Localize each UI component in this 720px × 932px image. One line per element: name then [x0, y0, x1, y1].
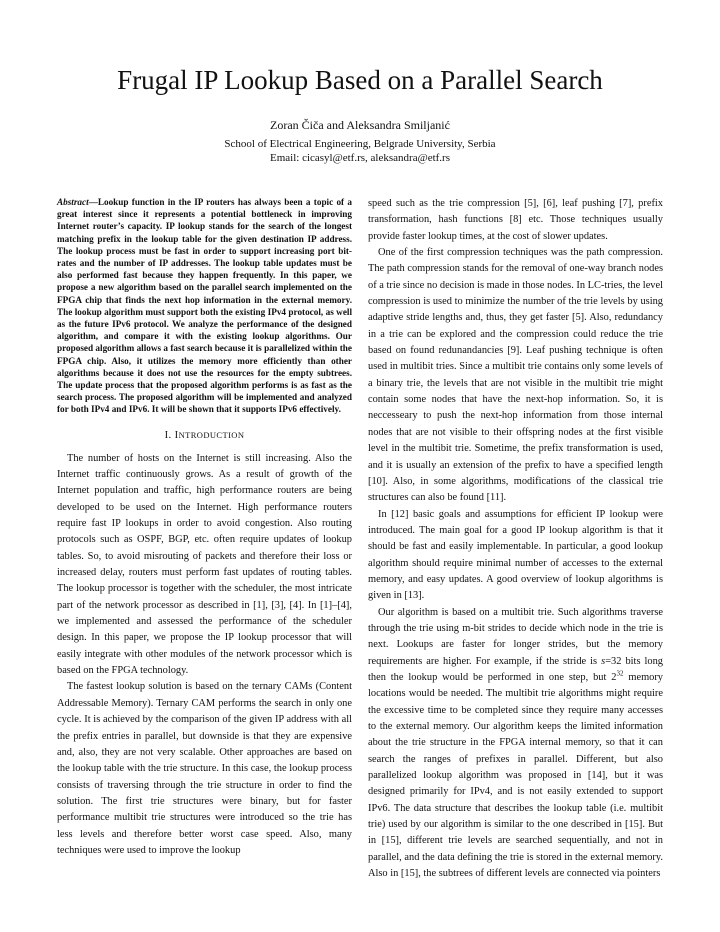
body-paragraph: The number of hosts on the Internet is still increasing. Also the Internet traffic continuously grows. As a result of growth of the Internet population and traffic, high performance routers are being developed to be used on the Internet. High performance routers require fast IP lookups in order to avoid congestion. Also routing protocols such as OSPF, BGP, etc. often require updates of lookup tables. So, to avoid misrouting of packets and therefore their loss or increased delay, routers must perform fast updates of routing tables. The lookup processor is together with the scheduler, the most intricate part of the network processor as described in [1], [3], [4]. In [1]–[4], we implemented and assessed the performance of the scheduler design. In this paper, we propose the IP lookup processor that will easily integrate with other modules of the network processor which is based on the FPGA technology.	[57, 452, 352, 677]
abstract-label: Abstract	[57, 197, 89, 207]
section-number: I.	[164, 429, 172, 441]
body-paragraph: In [12] basic goals and assumptions for efficient IP lookup were introduced. The main goal for a good IP lookup algorithm is that it should be fast and easily implementable. In particular, a good lookup algorithm should require minimal number of accesses to the external memory, and easy updates. A good overview of lookup algorithms is given in [13].	[368, 508, 663, 602]
abstract-dash: —	[88, 197, 98, 207]
paragraph-text: memory locations would be needed. The multibit trie algorithms might require the excessive time to be completed since they require many accesses to the external memory. Our algorithm keeps the limited information about the trie structure in the FPGA internal memory, so that it can search the ranges of prefixes in parallel. Different, but also parallelized lookup algorithm was proposed in [14], but it was designed primarily for IPv4, and is not easily extended to support IPv6. The data structure that describes the lookup table (i.e. multibit trie) used by our algorithm is similar to the one described in [15]. But in [15], different trie levels are searched sequentially, and not in parallel, and the data defining the trie is stored in the external memory. Also in [15], the subtrees of different levels are connected via pointers	[368, 671, 664, 880]
paragraph-text: Our algorithm is based on a multibit trie. Such algorithms traverse through the trie using m-bit strides to decide which node in the trie is next. Lookups are faster for longer strides, but the memory requirements are higher. For example, if the stride is	[368, 606, 663, 667]
paragraph-text: =32 bits long then the lookup would be performed in one step, but 2	[368, 655, 664, 683]
body-paragraph	[368, 605, 663, 883]
section-title-initial: I	[174, 429, 179, 441]
abstract-text: Lookup function in the IP routers has always been a topic of a great interest since it represents a potential bottleneck in improving Internet router’s capacity. IP lookup stands for the search of the longest matching prefix in the lookup table for the given destination IP address. The lookup process must be fast in order to support increasing port bit-rates and the number of IP addresses. The lookup table updates must be also performed fast because they happen frequently. In this paper, we propose a new algorithm based on the parallel search implemented on the FPGA chip that finds the next hop information in the external memory. The lookup algorithm must support both the existing IPv4 protocol, as well as the future IPv6 protocol. We analyze the performance of the designed algorithm, and compare it with the existing lookup algorithms. Our proposed algorithm allows a fast search because it is parallelized within the FPGA chip. Also, it utilizes the memory more efficiently than other algorithms because it does not use the resources for the empty subtrees. The update process that the proposed algorithm performs is as fast as the search process. The proposed algorithm will be implemented and analyzed for both IPv4 and IPv6. It will be shown that it supports IPv6 effectively.	[57, 197, 352, 415]
abstract	[57, 196, 352, 416]
right-column	[368, 196, 663, 882]
exponent: 32	[616, 669, 624, 678]
author-affiliation: School of Electrical Engineering, Belgrade University, Serbia	[224, 138, 496, 150]
stride-variable: s	[601, 655, 606, 667]
author-names: Zoran Čiča and Aleksandra Smiljanić	[270, 118, 450, 132]
author-email: Email: cicasyl@etf.rs, aleksandra@etf.rs	[270, 152, 450, 164]
body-paragraph: The fastest lookup solution is based on the ternary CAMs (Content Addressable Memory). Ternary CAM performs the search in only one cycle. It is achieved by the comparison of the given IP address with all the prefix entries in parallel, but downside is that they are expensive and, also, they are not very scalable. Other approaches are based on the lookup table with the trie structure. In this case, the lookup process consists of traversing through the trie structure in order to find the solution. The first trie structures were binary, but for faster performance multibit trie structures were introduced so the trie has less levels and therefore better worst case speed. Also, many techniques were used to improve the lookup	[57, 681, 352, 856]
paper-title: Frugal IP Lookup Based on a Parallel Search	[117, 65, 603, 95]
left-column	[57, 196, 352, 859]
body-paragraph: One of the first compression techniques was the path compression. The path compression stands for the removal of one-way branch nodes of a trie since no decision is made in those nodes. In LC-tries, the level compression is used to minimize the number of the trie levels by using adaptive stride lengths and, thus, they get faster [5]. Also, redundancy in a trie can be explored and the compression could reduce the trie based on found redunandancies [9]. Leaf pushing technique is often used in multibit tries. Since a multibit trie contains only some levels of a binary trie, the levels that are not visible in the multibit trie might contain some nodes that have the next-hop information. So, it is neccesseary to push the next-hop information from those internal nodes that are not visible to their offspring nodes at the first visible level in the multibit trie. Sometime, the prefix transformation is used, and it is usually an extension of the prefix to have a specified length [10]. Also, in some algorithms, modifications of the classical trie structures can also be found [11].	[368, 247, 663, 504]
body-paragraph: speed such as the trie compression [5], [6], leaf pushing [7], prefix transformation, hash functions [8] etc. Those techniques usually provide faster lookup times, at the cost of slower updates.	[368, 198, 663, 242]
section-heading-introduction	[57, 428, 352, 443]
section-title-rest: NTRODUCTION	[178, 429, 245, 440]
